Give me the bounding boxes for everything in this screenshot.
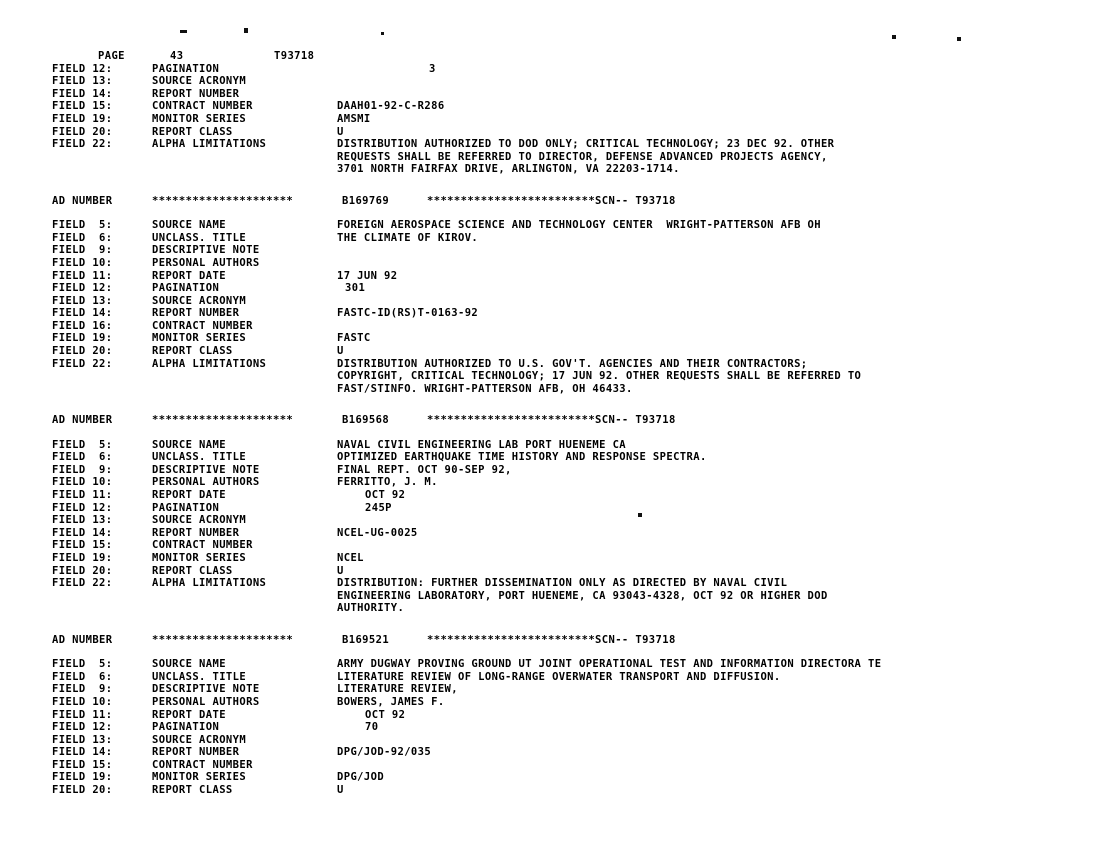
- field-code: FIELD 10:: [52, 695, 113, 708]
- field-value: DISTRIBUTION AUTHORIZED TO DOD ONLY; CRITICAL TECHNOLOGY; 23 DEC 92. OTHER: [337, 138, 835, 151]
- field-value: FASTC: [337, 332, 371, 345]
- field-name: REPORT NUMBER: [152, 307, 240, 320]
- scan-artifact: [244, 28, 248, 33]
- field-value: 245P: [365, 501, 392, 514]
- field-name: REPORT DATE: [152, 269, 226, 282]
- field-code: FIELD 14:: [52, 87, 113, 100]
- field-name: ALPHA LIMITATIONS: [152, 357, 267, 370]
- field-value: THE CLIMATE OF KIROV.: [337, 231, 479, 244]
- field-code: FIELD 13:: [52, 514, 113, 527]
- field-value: U: [337, 125, 344, 138]
- record-line: [52, 282, 1052, 295]
- ad-stars-left: *********************: [152, 414, 294, 427]
- field-value: AMSMI: [337, 112, 371, 125]
- field-code: FIELD 22:: [52, 357, 113, 370]
- ad-number-label: AD NUMBER: [52, 194, 113, 207]
- scan-artifact: [180, 30, 187, 33]
- field-value: 3: [429, 62, 436, 75]
- record-line: [52, 219, 1052, 232]
- field-code: FIELD 11:: [52, 489, 113, 501]
- record-gap: [52, 176, 1052, 189]
- record-line: [52, 539, 1052, 552]
- field-value: DISTRIBUTION AUTHORIZED TO U.S. GOV'T. AGENCIES AND THEIR CONTRACTORS;: [337, 357, 808, 370]
- page-number: 43: [170, 50, 184, 62]
- record-line: [52, 370, 1052, 383]
- field-value: DISTRIBUTION: FURTHER DISSEMINATION ONLY AS DIRECTED BY NAVAL CIVIL: [337, 577, 788, 590]
- field-name: SOURCE ACRONYM: [152, 75, 247, 88]
- field-name: PERSONAL AUTHORS: [152, 695, 260, 708]
- ad-stars-right: *************************SCN-- T93718: [427, 414, 676, 427]
- field-value: FOREIGN AEROSPACE SCIENCE AND TECHNOLOGY CENTER WRIGHT-PATTERSON AFB OH: [337, 219, 821, 232]
- field-name: UNCLASS. TITLE: [152, 231, 247, 244]
- field-name: ALPHA LIMITATIONS: [152, 577, 267, 590]
- field-value-continued: FAST/STINFO. WRIGHT-PATTERSON AFB, OH 46433.: [337, 382, 633, 395]
- record-line: [52, 464, 1052, 477]
- field-value: ARMY DUGWAY PROVING GROUND UT JOINT OPERATIONAL TEST AND INFORMATION DIRECTORA TE: [337, 658, 882, 671]
- record-line: [52, 100, 1052, 113]
- field-name: MONITOR SERIES: [152, 771, 247, 784]
- field-code: FIELD 19:: [52, 332, 113, 345]
- field-name: MONITOR SERIES: [152, 332, 247, 345]
- field-code: FIELD 5:: [52, 219, 113, 232]
- field-code: FIELD 22:: [52, 138, 113, 151]
- field-name: SOURCE ACRONYM: [152, 514, 247, 527]
- record-line: [52, 784, 1052, 797]
- ad-number-label: AD NUMBER: [52, 414, 113, 427]
- field-code: FIELD 9:: [52, 463, 113, 476]
- record-line: [52, 502, 1052, 515]
- record-line: [52, 565, 1052, 578]
- record-line: [52, 358, 1052, 371]
- field-code: FIELD 20:: [52, 564, 113, 577]
- field-name: REPORT NUMBER: [152, 87, 240, 100]
- field-value: U: [337, 564, 344, 577]
- field-code: FIELD 13:: [52, 733, 113, 746]
- record-line: [52, 75, 1052, 88]
- field-code: FIELD 19:: [52, 551, 113, 564]
- field-name: DESCRIPTIVE NOTE: [152, 463, 260, 476]
- field-value-continued: 3701 NORTH FAIRFAX DRIVE, ARLINGTON, VA 22203-1714.: [337, 163, 680, 176]
- field-name: PAGINATION: [152, 282, 220, 295]
- record-line: [52, 113, 1052, 126]
- field-code: FIELD 14:: [52, 746, 113, 759]
- field-value: DPG/JOD-92/035: [337, 746, 432, 759]
- field-name: REPORT CLASS: [152, 784, 233, 797]
- field-value: FINAL REPT. OCT 90-SEP 92,: [337, 463, 512, 476]
- field-name: MONITOR SERIES: [152, 112, 247, 125]
- record-line: [52, 257, 1052, 270]
- record-line: [52, 151, 1052, 164]
- field-code: FIELD 15:: [52, 100, 113, 113]
- field-code: FIELD 14:: [52, 307, 113, 320]
- field-value: OPTIMIZED EARTHQUAKE TIME HISTORY AND RESPONSE SPECTRA.: [337, 451, 707, 464]
- record-line: [52, 295, 1052, 308]
- record-line: [52, 709, 1052, 722]
- field-value: DAAH01-92-C-R286: [337, 100, 445, 113]
- field-name: PAGINATION: [152, 62, 220, 75]
- field-name: MONITOR SERIES: [152, 551, 247, 564]
- page-header: [52, 50, 1052, 63]
- record-line: [52, 88, 1052, 101]
- ad-number-value: B169521: [342, 633, 390, 646]
- record-line: [52, 244, 1052, 257]
- field-code: FIELD 20:: [52, 125, 113, 138]
- field-value: NCEL: [337, 551, 364, 564]
- field-code: FIELD 20:: [52, 784, 113, 797]
- field-name: PERSONAL AUTHORS: [152, 476, 260, 489]
- field-value: OCT 92: [365, 708, 406, 721]
- field-code: FIELD 9:: [52, 683, 113, 696]
- ad-number-value: B169568: [342, 414, 390, 427]
- record-line: [52, 671, 1052, 684]
- field-name: CONTRACT NUMBER: [152, 758, 253, 771]
- record-line: [52, 163, 1052, 176]
- record-line: [52, 439, 1052, 452]
- record-line: [52, 552, 1052, 565]
- field-name: PAGINATION: [152, 721, 220, 734]
- record-line: [52, 527, 1052, 540]
- ad-stars-left: *********************: [152, 194, 294, 207]
- field-name: REPORT NUMBER: [152, 746, 240, 759]
- field-name: CONTRACT NUMBER: [152, 100, 253, 113]
- ad-stars-right: *************************SCN-- T93718: [427, 633, 676, 646]
- field-code: FIELD 19:: [52, 112, 113, 125]
- record-line: [52, 383, 1052, 396]
- field-code: FIELD 5:: [52, 658, 113, 671]
- scan-artifact: [892, 35, 896, 39]
- field-value: FERRITTO, J. M.: [337, 476, 438, 489]
- record-line: [52, 476, 1052, 489]
- field-code: FIELD 12:: [52, 62, 113, 75]
- record-line: [52, 320, 1052, 333]
- ad-stars-right: *************************SCN-- T93718: [427, 194, 676, 207]
- field-value: NCEL-UG-0025: [337, 526, 418, 539]
- field-value: FASTC-ID(RS)T-0163-92: [337, 307, 479, 320]
- field-name: DESCRIPTIVE NOTE: [152, 683, 260, 696]
- field-code: FIELD 11:: [52, 269, 113, 282]
- field-code: FIELD 6:: [52, 451, 113, 464]
- field-name: SOURCE NAME: [152, 219, 226, 232]
- field-value: 301: [345, 282, 366, 295]
- field-name: ALPHA LIMITATIONS: [152, 138, 267, 151]
- record-continuation: [52, 63, 1052, 176]
- field-code: FIELD 10:: [52, 256, 113, 269]
- field-name: PERSONAL AUTHORS: [152, 256, 260, 269]
- record-line: [52, 332, 1052, 345]
- record-line: [52, 759, 1052, 772]
- record-line: [52, 451, 1052, 464]
- field-name: UNCLASS. TITLE: [152, 670, 247, 683]
- record-line: [52, 138, 1052, 151]
- field-value: U: [337, 345, 344, 358]
- ad-stars-left: *********************: [152, 633, 294, 646]
- record-line: [52, 746, 1052, 759]
- field-code: FIELD 16:: [52, 319, 113, 332]
- record-line: [52, 771, 1052, 784]
- field-name: UNCLASS. TITLE: [152, 451, 247, 464]
- field-code: FIELD 19:: [52, 771, 113, 784]
- field-name: DESCRIPTIVE NOTE: [152, 244, 260, 257]
- ad-number-label: AD NUMBER: [52, 633, 113, 646]
- document-body: [52, 50, 1052, 797]
- field-name: REPORT NUMBER: [152, 526, 240, 539]
- field-code: FIELD 13:: [52, 294, 113, 307]
- field-value-continued: ENGINEERING LABORATORY, PORT HUENEME, CA 93043-4328, OCT 92 OR HIGHER DOD: [337, 589, 828, 602]
- field-value: BOWERS, JAMES F.: [337, 695, 445, 708]
- record-line: [52, 734, 1052, 747]
- field-value: NAVAL CIVIL ENGINEERING LAB PORT HUENEME CA: [337, 438, 627, 451]
- field-code: FIELD 9:: [52, 244, 113, 257]
- field-value: U: [337, 784, 344, 797]
- field-code: FIELD 6:: [52, 231, 113, 244]
- field-name: SOURCE NAME: [152, 438, 226, 451]
- record-line: [52, 307, 1052, 320]
- record-line: [52, 270, 1052, 283]
- scan-artifact: [381, 32, 384, 35]
- record-line: [52, 232, 1052, 245]
- record-gap: [52, 395, 1052, 408]
- field-name: REPORT CLASS: [152, 564, 233, 577]
- record-line: [52, 590, 1052, 603]
- record-line: [52, 683, 1052, 696]
- field-value: LITERATURE REVIEW OF LONG-RANGE OVERWATER TRANSPORT AND DIFFUSION.: [337, 670, 781, 683]
- ad-number-header: [52, 634, 1052, 647]
- field-code: FIELD 11:: [52, 708, 113, 721]
- field-value: LITERATURE REVIEW,: [337, 683, 458, 696]
- record-line: [52, 577, 1052, 590]
- record-line: [52, 721, 1052, 734]
- scan-artifact: [957, 37, 961, 41]
- document-code: T93718: [274, 50, 315, 62]
- ad-number-header: [52, 195, 1052, 208]
- record: [52, 414, 1052, 615]
- field-name: PAGINATION: [152, 501, 220, 514]
- page-header-label: PAGE: [98, 50, 125, 62]
- record-line: [52, 514, 1052, 527]
- field-code: FIELD 12:: [52, 721, 113, 734]
- field-name: CONTRACT NUMBER: [152, 319, 253, 332]
- field-name: SOURCE ACRONYM: [152, 294, 247, 307]
- field-value: DPG/JOD: [337, 771, 385, 784]
- field-value-continued: COPYRIGHT, CRITICAL TECHNOLOGY; 17 JUN 92. OTHER REQUESTS SHALL BE REFERRED TO: [337, 370, 862, 383]
- field-code: FIELD 15:: [52, 758, 113, 771]
- field-value-continued: REQUESTS SHALL BE REFERRED TO DIRECTOR, DEFENSE ADVANCED PROJECTS AGENCY,: [337, 150, 828, 163]
- field-name: SOURCE NAME: [152, 658, 226, 671]
- field-value: 17 JUN 92: [337, 269, 398, 282]
- field-name: REPORT CLASS: [152, 345, 233, 358]
- record-line: [52, 345, 1052, 358]
- field-name: CONTRACT NUMBER: [152, 539, 253, 552]
- field-code: FIELD 12:: [52, 501, 113, 514]
- record-line: [52, 63, 1052, 76]
- field-code: FIELD 12:: [52, 282, 113, 295]
- field-value: 70: [365, 721, 379, 734]
- field-name: SOURCE ACRONYM: [152, 733, 247, 746]
- field-value: OCT 92: [365, 489, 406, 501]
- record-line: [52, 658, 1052, 671]
- record: [52, 634, 1052, 797]
- field-name: REPORT CLASS: [152, 125, 233, 138]
- record-line: [52, 489, 1052, 502]
- record-line: [52, 602, 1052, 615]
- field-name: REPORT DATE: [152, 708, 226, 721]
- field-code: FIELD 15:: [52, 539, 113, 552]
- field-code: FIELD 20:: [52, 345, 113, 358]
- record: [52, 195, 1052, 396]
- ad-number-value: B169769: [342, 194, 390, 207]
- ad-number-header: [52, 414, 1052, 427]
- record-gap: [52, 615, 1052, 628]
- field-code: FIELD 6:: [52, 670, 113, 683]
- record-line: [52, 126, 1052, 139]
- field-code: FIELD 10:: [52, 476, 113, 489]
- field-code: FIELD 14:: [52, 526, 113, 539]
- field-code: FIELD 22:: [52, 577, 113, 590]
- field-code: FIELD 5:: [52, 438, 113, 451]
- field-code: FIELD 13:: [52, 75, 113, 88]
- record-line: [52, 696, 1052, 709]
- field-value-continued: AUTHORITY.: [337, 602, 405, 615]
- field-name: REPORT DATE: [152, 489, 226, 501]
